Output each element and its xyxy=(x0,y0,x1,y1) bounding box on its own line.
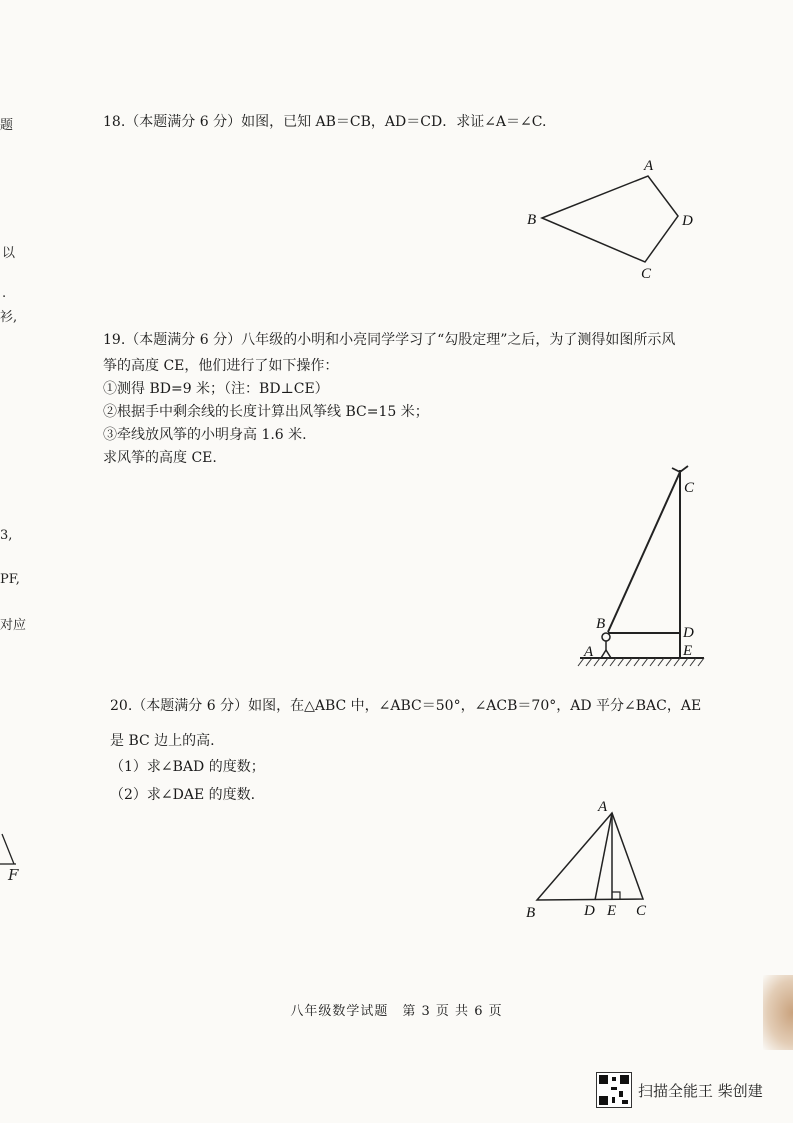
q18-label-c: C xyxy=(641,266,652,280)
left-edge-text: F xyxy=(8,866,19,884)
corner-shadow xyxy=(763,975,793,1050)
q20-line1: 20.（本题满分 6 分）如图，在△ABC 中，∠ABC＝50°，∠ACB＝70°，AD 平分∠BAC，AE xyxy=(110,698,702,714)
q19-ask: 求风筝的高度 CE. xyxy=(103,450,217,466)
left-edge-triangle-fragment xyxy=(0,830,20,870)
q20-line2: 是 BC 边上的高. xyxy=(110,733,215,749)
q20-label-c: C xyxy=(636,903,647,919)
left-edge-text: 对应 xyxy=(0,618,27,633)
q19-step3: ③牵线放风筝的小明身高 1.6 米. xyxy=(103,427,307,443)
q18-text: 18.（本题满分 6 分）如图，已知 AB＝CB，AD＝CD．求证∠A＝∠C. xyxy=(103,114,547,130)
q18-kite-figure xyxy=(520,150,710,280)
q19-line1: 19.（本题满分 6 分）八年级的小明和小亮同学学习了“勾股定理”之后，为了测得如图所示风 xyxy=(103,332,676,348)
qr-code-icon xyxy=(596,1072,632,1108)
left-edge-text: 3, xyxy=(0,528,13,543)
q20-label-a: A xyxy=(598,799,608,815)
q18-label-b: B xyxy=(527,212,537,228)
q19-label-c: C xyxy=(684,480,695,496)
q19-step1: ①测得 BD=9 米；（注：BD⊥CE） xyxy=(103,381,329,397)
left-edge-text: . xyxy=(2,286,7,301)
q19-line2: 筝的高度 CE，他们进行了如下操作： xyxy=(103,358,339,374)
left-edge-text: 以 xyxy=(2,246,16,261)
q20-triangle-figure xyxy=(520,795,670,925)
q18-label-d: D xyxy=(682,213,693,229)
q18-label-a: A xyxy=(644,158,654,174)
q19-label-b: B xyxy=(596,616,606,632)
left-edge-text: 题 xyxy=(0,118,14,133)
left-edge-text: PF, xyxy=(0,572,20,587)
page-footer: 八年级数学试题 第 3 页 共 6 页 xyxy=(290,1004,503,1019)
scanner-watermark xyxy=(596,1072,763,1108)
q19-label-a: A xyxy=(584,644,594,660)
q19-step2: ②根据手中剩余线的长度计算出风筝线 BC=15 米； xyxy=(103,404,429,420)
q19-label-d: D xyxy=(683,625,694,641)
q20-part2: （2）求∠DAE 的度数. xyxy=(110,787,256,803)
q20-part1: （1）求∠BAD 的度数； xyxy=(110,759,265,775)
q19-label-e: E xyxy=(683,643,693,659)
left-edge-text: 衫, xyxy=(0,310,18,325)
q20-label-e: E xyxy=(607,903,617,919)
q20-label-b: B xyxy=(526,905,536,921)
q20-label-d: D xyxy=(584,903,595,919)
scanner-text: 扫描全能王 柴创建 xyxy=(638,1081,763,1100)
q19-kite-figure xyxy=(572,462,712,672)
